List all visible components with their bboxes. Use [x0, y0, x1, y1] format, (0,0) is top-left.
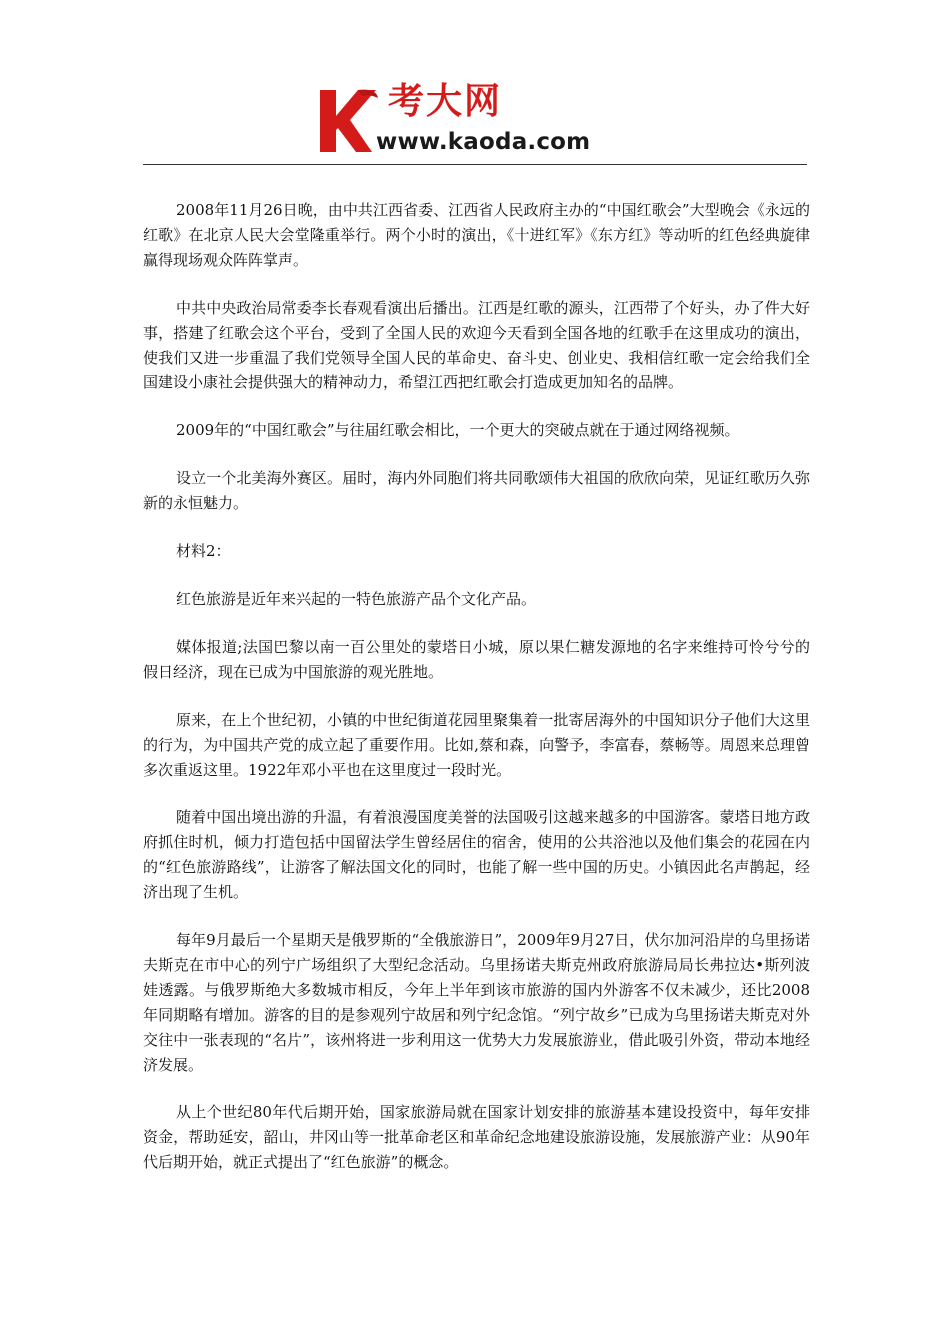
paragraph-8: 原来，在上个世纪初，小镇的中世纪街道花园里聚集着一批寄居海外的中国知识分子他们大这里的行为，为中国共产党的成立起了重要作用。比如,蔡和森，向警予，李富春，蔡畅等。周恩来总理曾多次重返这里。1922年邓小平也在这里度过一段时光。	[143, 710, 810, 779]
site-logo[interactable]	[318, 82, 638, 156]
header-divider	[143, 164, 807, 165]
paragraph-4: 设立一个北美海外赛区。届时，海内外同胞们将共同歌颂伟大祖国的欣欣向荣，见证红歌历久弥新的永恒魅力。	[143, 469, 810, 513]
paragraph-3: 2009年的“中国红歌会”与往届红歌会相比，一个更大的突破点就在于通过网络视频。	[176, 421, 740, 440]
paragraph-10: 每年9月最后一个星期天是俄罗斯的“全俄旅游日”，2009年9月27日，伏尔加河沿岸的乌里扬诺夫斯克在市中心的列宁广场组织了大型纪念活动。乌里扬诺夫斯克州政府旅游局局长弗拉达•斯列波娃透露。与俄罗斯绝大多数城市相反，今年上半年到该市旅游的国内外游客不仅未减少，还比2008年同期略有增加。游客的目的是参观列宁故居和列宁纪念馆。“列宁故乡”已成为乌里扬诺夫斯克对外交往中一张表现的“名片”，该州将进一步利用这一优势大力发展旅游业，借此吸引外资，带动本地经济发展。	[143, 931, 810, 1074]
paragraph-11: 从上个世纪80年代后期开始，国家旅游局就在国家计划安排的旅游基本建设投资中，每年安排资金，帮助延安，韶山，井冈山等一批革命老区和革命纪念地建设旅游设施，发展旅游产业：从90年代后期开始，就正式提出了“红色旅游”的概念。	[143, 1103, 810, 1172]
paragraph-1: 2008年11月26日晚，由中共江西省委、江西省人民政府主办的“中国红歌会”大型晚会《永远的红歌》在北京人民大会堂隆重举行。两个小时的演出，《十进红军》《东方红》等动听的红色经典旋律赢得现场观众阵阵掌声。	[143, 201, 810, 269]
paragraph-6: 红色旅游是近年来兴起的一特色旅游产品个文化产品。	[176, 589, 537, 608]
material-2-heading: 材料2：	[176, 542, 231, 561]
paragraph-2: 中共中央政治局常委李长春观看演出后播出。江西是红歌的源头，江西带了个好头，办了件大好事，搭建了红歌会这个平台，受到了全国人民的欢迎今天看到全国各地的红歌手在这里成功的演出，使我们又进一步重温了我们党领导全国人民的革命史、奋斗史、创业史、我相信红歌一定会给我们全国建设小康社会提供强大的精神动力，希望江西把红歌会打造成更加知名的品牌。	[143, 298, 810, 392]
logo-site-url: www.kaoda.com	[376, 129, 591, 155]
article-body	[143, 198, 810, 1198]
k-logo-icon	[318, 86, 380, 156]
logo-site-name: 考大网	[388, 81, 503, 122]
paragraph-7: 媒体报道;法国巴黎以南一百公里处的蒙塔日小城，原以果仁糖发源地的名字来维持可怜兮兮的假日经济，现在已成为中国旅游的观光胜地。	[143, 637, 810, 681]
paragraph-9: 随着中国出境出游的升温，有着浪漫国度美誉的法国吸引这越来越多的中国游客。蒙塔日地方政府抓住时机，倾力打造包括中国留法学生曾经居住的宿舍，使用的公共浴池以及他们集会的花园在内的“红色旅游路线”，让游客了解法国文化的同时，也能了解一些中国的历史。小镇因此名声鹊起，经济出现了生机。	[143, 808, 810, 902]
